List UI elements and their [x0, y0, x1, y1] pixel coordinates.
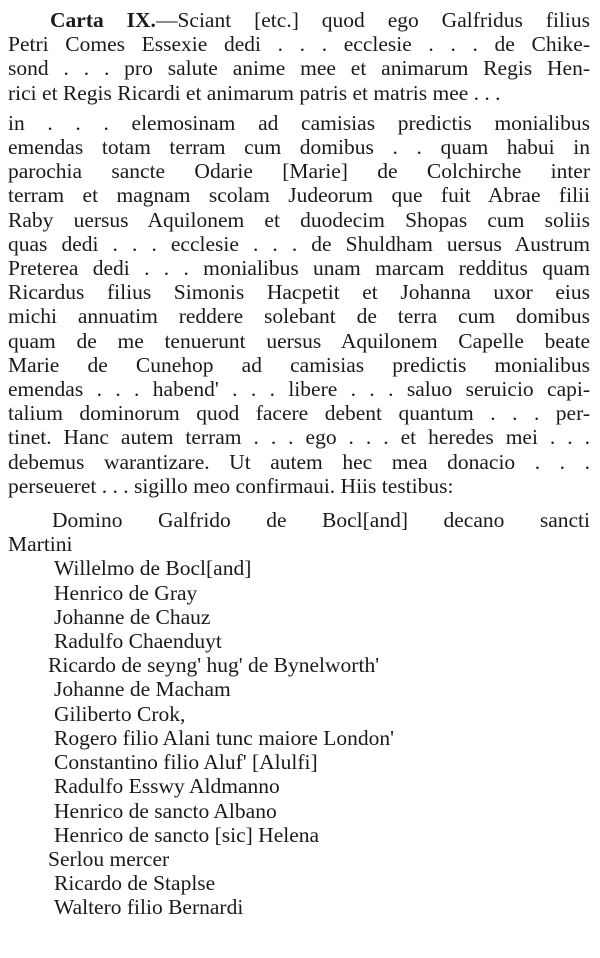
text-line	[8, 8, 590, 32]
witness-entry: Constantino filio Aluf' [Alulfi]	[54, 750, 318, 775]
charter-heading: Carta IX.	[50, 8, 156, 32]
witness-entry: Johanne de Macham	[54, 677, 231, 702]
text-line: Raby uersus Aquilonem et duodecim Shopas cum soliis	[8, 207, 590, 232]
text-line: debemus warantizare. Ut autem hec mea donacio . . .	[8, 449, 590, 474]
witness-entry: Giliberto Crok,	[54, 701, 186, 726]
witness-entry: Waltero filio Bernardi	[54, 895, 244, 920]
witness-entry: Henrico de sancto Albano	[54, 798, 277, 823]
text-line: tinet. Hanc autem terram . . . ego . . . et heredes mei . . .	[8, 425, 590, 450]
text-line: in . . . elemosinam ad camisias predictis monialibus	[8, 110, 590, 135]
witness-entry: Ricardo de seyng' hug' de Bynelworth'	[48, 653, 380, 678]
text-line: quam de me tenuerunt uersus Aquilonem Capelle beate	[8, 328, 590, 353]
text-line: Preterea dedi . . . monialibus unam marcam redditus quam	[8, 256, 590, 281]
text-line: quas dedi . . . ecclesie . . . de Shuldham uersus Austrum	[8, 231, 590, 256]
witness-entry: Johanne de Chauz	[54, 604, 211, 629]
witness-entry: Serlou mercer	[48, 846, 170, 871]
witness-line: Martini	[8, 532, 73, 557]
witness-entry: Radulfo Esswy Aldmanno	[54, 774, 280, 799]
text-line: Petri Comes Essexie dedi . . . ecclesie . . . de Chike-	[8, 32, 590, 57]
text-line: emendas . . . habend' . . . libere . . . saluo seruicio capi-	[8, 377, 590, 402]
text-line: terram et magnam scolam Judeorum que fuit Abrae filii	[8, 183, 590, 208]
text-line: parochia sancte Odarie [Marie] de Colchirche inter	[8, 159, 590, 184]
witness-line: Domino Galfrido de Bocl[and] decano sancti	[52, 508, 590, 533]
text-line: rici et Regis Ricardi et animarum patris et matris mee . . .	[8, 80, 501, 105]
text-line: sond . . . pro salute anime mee et animarum Regis Hen-	[8, 56, 590, 81]
witness-entry: Ricardo de Staplse	[54, 871, 216, 896]
text-line: Marie de Cunehop ad camisias predictis monialibus	[8, 352, 590, 377]
witness-entry: Rogero filio Alani tunc maiore London'	[54, 725, 395, 750]
witness-entry: Willelmo de Bocl[and]	[54, 556, 252, 581]
witness-entry: Henrico de Gray	[54, 580, 198, 605]
text-line: talium dominorum quod facere debent quantum . . . per-	[8, 401, 590, 426]
witness-list	[8, 508, 590, 919]
witness-entry: Henrico de sancto [sic] Helena	[54, 822, 320, 847]
text-line: Ricardus filius Simonis Hacpetit et Johanna uxor eius	[8, 280, 590, 305]
witness-entry: Radulfo Chaenduyt	[54, 629, 222, 654]
charter-paragraph-2	[8, 111, 590, 498]
text-line: michi annuatim reddere solebant de terra cum domibus	[8, 304, 590, 329]
witness-entry	[8, 508, 590, 556]
text-line: perseueret . . . sigillo meo confirmaui. Hiis testibus:	[8, 473, 454, 498]
text-line-content: —Sciant [etc.] quod ego Galfridus filius	[155, 8, 591, 32]
text-line: emendas totam terram cum domibus . . quam habui in	[8, 135, 590, 160]
charter-paragraph-1	[8, 8, 590, 105]
